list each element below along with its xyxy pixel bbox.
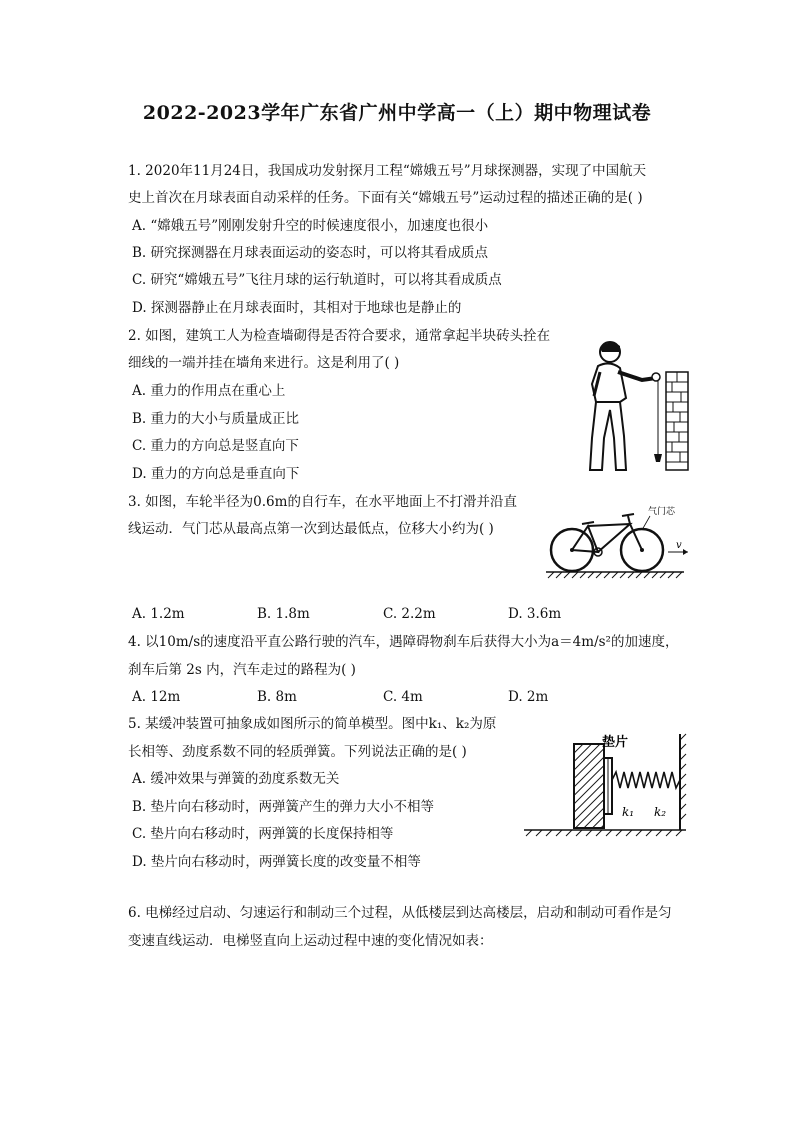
q3-option-b: B. 1.8m <box>257 606 310 622</box>
q4-stem-line2: 刹车后第 2s 内，汽车走过的路程为( ) <box>128 662 356 678</box>
q6-stem-line2: 变速直线运动．电梯竖直向上运动过程中速的变化情况如表： <box>128 933 493 949</box>
q1-option-a: A. “嫦娥五号”刚刚发射升空的时候速度很小，加速度也很小 <box>132 218 489 234</box>
q2-option-b: B. 重力的大小与质量成正比 <box>132 411 300 427</box>
pad-label: 垫片 <box>602 735 629 750</box>
q4-option-b: B. 8m <box>257 689 297 705</box>
q2-stem-line1: 2. 如图，建筑工人为检查墙砌得是否符合要求，通常拿起半块砖头拴在 <box>128 328 551 344</box>
q3-stem-line2: 线运动．气门芯从最高点第一次到达最低点，位移大小约为( ) <box>128 521 494 537</box>
q1-stem-line1: 1. 2020年11月24日，我国成功发射探月工程“嫦娥五号”月球探测器，实现了中国航天 <box>128 163 647 179</box>
q1-stem-line2: 史上首次在月球表面自动采样的任务。下面有关“嫦娥五号”运动过程的描述正确的是( ) <box>128 190 643 206</box>
k1-label: k₁ <box>622 805 635 819</box>
q1-option-c: C. 研究“嫦娥五号”飞往月球的运行轨道时，可以将其看成质点 <box>132 272 502 288</box>
valve-label: 气门芯 <box>648 507 676 517</box>
q5-stem-line2: 长相等、劲度系数不同的轻质弹簧。下列说法正确的是( ) <box>128 744 467 760</box>
q4-option-d: D. 2m <box>508 689 549 705</box>
q1-option-b: B. 研究探测器在月球表面运动的姿态时，可以将其看成质点 <box>132 245 489 261</box>
q1-option-d: D. 探测器静止在月球表面时，其相对于地球也是静止的 <box>132 300 462 316</box>
velocity-label: v <box>676 540 682 551</box>
page-title: 2022-2023学年广东省广州中学高一（上）期中物理试卷 <box>142 102 652 124</box>
buffer-spring-figure <box>520 730 690 840</box>
q2-option-a: A. 重力的作用点在重心上 <box>132 383 286 399</box>
q5-option-b: B. 垫片向右移动时，两弹簧产生的弹力大小不相等 <box>132 799 435 815</box>
worker-plumb-line-figure <box>580 338 692 474</box>
q4-stem-line1: 4. 以10m/s的速度沿平直公路行驶的汽车，遇障碍物刹车后获得大小为a＝4m/s²的加速度， <box>128 634 679 650</box>
q5-stem-line1: 5. 某缓冲装置可抽象成如图所示的简单模型。图中k₁、k₂为原 <box>128 716 497 732</box>
k2-label: k₂ <box>654 805 667 819</box>
q3-option-c: C. 2.2m <box>383 606 436 622</box>
q2-stem-line2: 细线的一端并挂在墙角来进行。这是利用了( ) <box>128 355 400 371</box>
q4-option-a: A. 12m <box>132 689 181 705</box>
q5-option-d: D. 垫片向右移动时，两弹簧长度的改变量不相等 <box>132 854 421 870</box>
q4-option-c: C. 4m <box>383 689 423 705</box>
q3-stem-line1: 3. 如图，车轮半径为0.6m的自行车，在水平地面上不打滑并沿直 <box>128 494 517 510</box>
q3-option-a: A. 1.2m <box>132 606 185 622</box>
q3-option-d: D. 3.6m <box>508 606 562 622</box>
q5-option-c: C. 垫片向右移动时，两弹簧的长度保持相等 <box>132 826 394 842</box>
q2-option-d: D. 重力的方向总是垂直向下 <box>132 466 300 482</box>
q5-option-a: A. 缓冲效果与弹簧的劲度系数无关 <box>132 771 340 787</box>
q2-option-c: C. 重力的方向总是竖直向下 <box>132 438 299 454</box>
bicycle-figure <box>544 502 692 580</box>
q6-stem-line1: 6. 电梯经过启动、匀速运行和制动三个过程，从低楼层到达高楼层，启动和制动可看作是匀 <box>128 905 672 921</box>
